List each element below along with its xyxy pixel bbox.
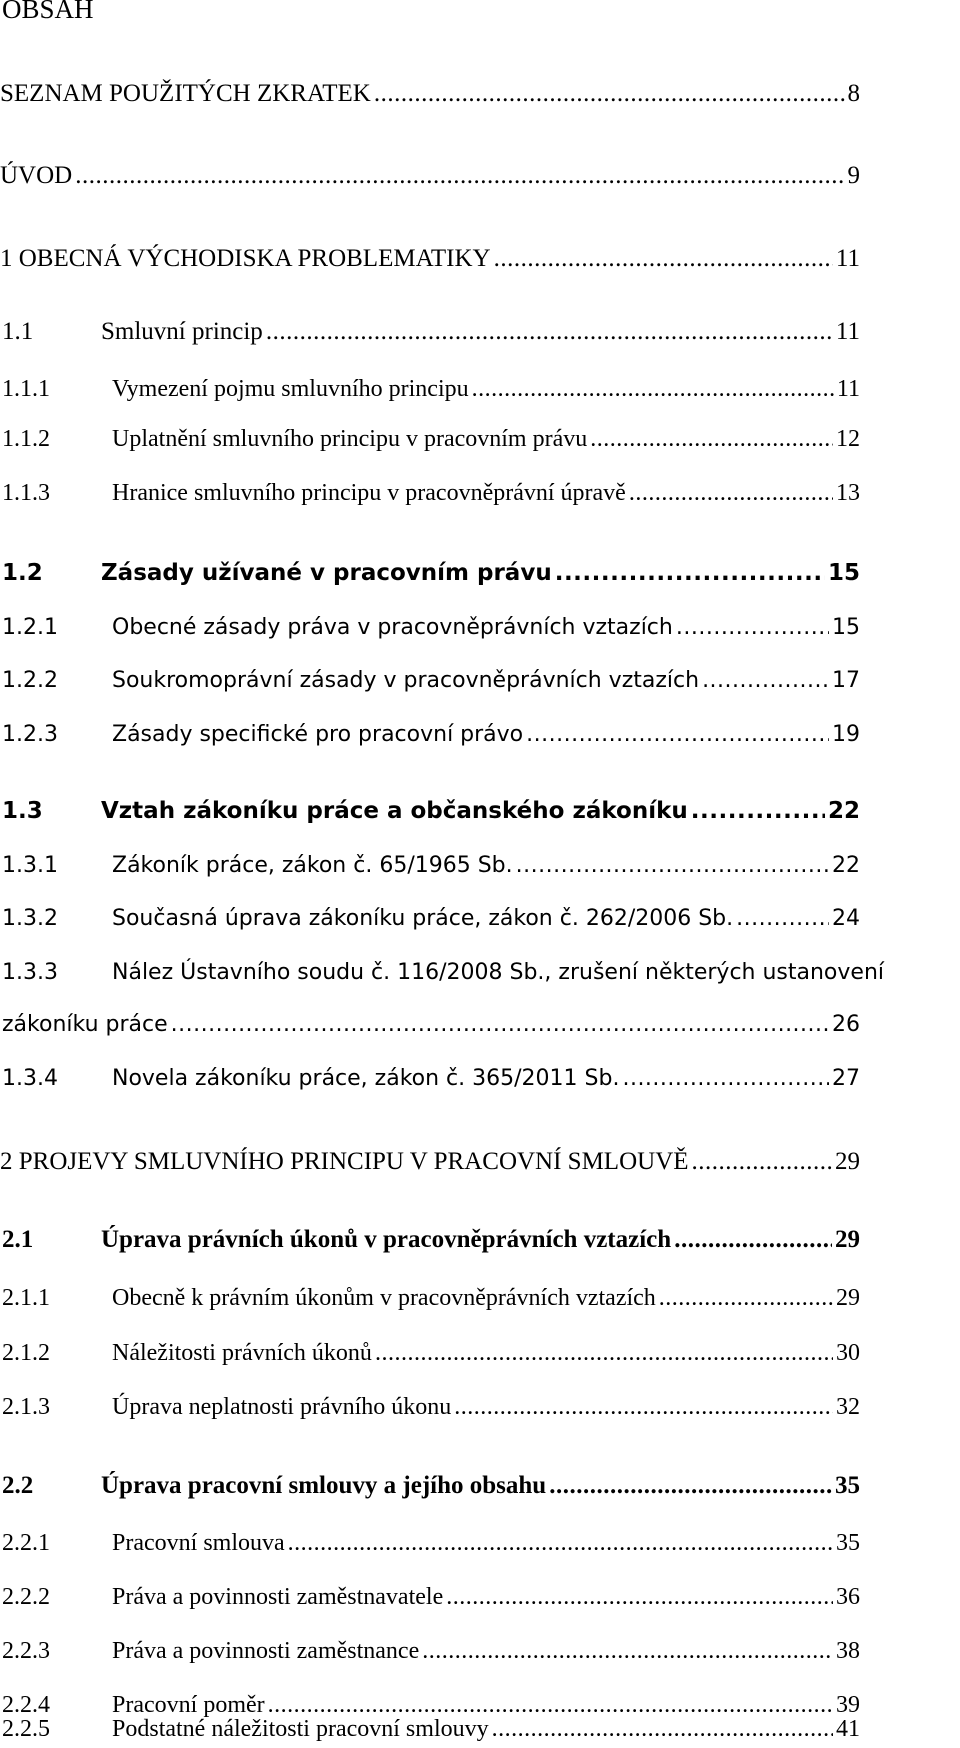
toc-entry-title: Úprava pracovní smlouvy a jejího obsahu xyxy=(101,1472,547,1499)
toc-entry-title: Úprava neplatnosti právního úkonu xyxy=(112,1394,452,1420)
toc-entry-title: Obecně k právním úkonům v pracovněprávních vztazích xyxy=(112,1285,656,1311)
toc-entry-title: Zásady specifické pro pracovní právo xyxy=(112,722,524,747)
toc-entry-number: 2.2 xyxy=(2,1472,34,1499)
toc-entry[interactable] xyxy=(0,1340,860,1372)
toc-entry-page: 27 xyxy=(832,1066,860,1091)
toc-entry-title: Zákoník práce, zákon č. 65/1965 Sb. xyxy=(112,853,513,878)
toc-entry[interactable] xyxy=(0,722,860,754)
toc-entry-page: 13 xyxy=(836,480,860,506)
dot-leader xyxy=(454,1394,833,1421)
toc-entry-number: 1.1.1 xyxy=(2,376,50,402)
dot-leader xyxy=(268,1692,833,1719)
toc-entry-number: 2.2.2 xyxy=(2,1584,50,1610)
dot-leader xyxy=(692,1148,832,1176)
toc-entry-title: Smluvní princip xyxy=(101,318,263,345)
toc-entry-number: 2.1.2 xyxy=(2,1340,50,1366)
dot-leader xyxy=(629,480,833,507)
dot-leader xyxy=(494,245,833,273)
dot-leader xyxy=(75,162,844,190)
dot-leader xyxy=(446,1584,833,1611)
toc-entry-title: Vztah zákoníku práce a občanského zákoníku xyxy=(101,798,688,824)
toc-entry-number: 2.2.3 xyxy=(2,1638,50,1664)
toc-entry[interactable] xyxy=(0,318,860,350)
toc-entry-title: Novela zákoníku práce, zákon č. 365/2011 Sb. xyxy=(112,1066,620,1091)
toc-entry-number: 1.1.2 xyxy=(2,426,50,452)
toc-entry-number: 1.2.1 xyxy=(2,615,58,640)
dot-leader xyxy=(422,1638,833,1665)
toc-entry-number: 1.2.2 xyxy=(2,668,58,693)
dot-leader xyxy=(674,1226,832,1254)
dot-leader xyxy=(375,1340,833,1367)
toc-entry-title: Uplatnění smluvního principu v pracovním právu xyxy=(112,426,588,452)
dot-leader xyxy=(374,80,845,108)
toc-entry[interactable] xyxy=(0,1638,860,1670)
toc-entry-title-continued: zákoníku práce xyxy=(2,1012,168,1037)
toc-entry-number: 2.1.3 xyxy=(2,1394,50,1420)
toc-entry[interactable] xyxy=(0,426,860,458)
toc-entry[interactable] xyxy=(0,853,860,885)
toc-entry[interactable] xyxy=(0,1716,860,1748)
toc-entry-number: 2.2.4 xyxy=(2,1692,50,1718)
toc-entry-page: 17 xyxy=(832,668,860,693)
toc-entry-number: 1.3 xyxy=(2,798,43,824)
toc-entry-number: 1.2.3 xyxy=(2,722,58,747)
toc-entry-page: 39 xyxy=(836,1692,860,1718)
toc-entry-title: 2 PROJEVY SMLUVNÍHO PRINCIPU V PRACOVNÍ SMLOUVĚ xyxy=(0,1148,689,1175)
toc-entry[interactable] xyxy=(0,798,860,830)
dot-leader xyxy=(526,722,829,747)
toc-entry-number: 1.1 xyxy=(2,318,34,345)
dot-leader xyxy=(676,615,829,640)
toc-entry[interactable] xyxy=(0,1066,860,1098)
toc-entry-page: 9 xyxy=(847,162,860,189)
toc-entry-page: 35 xyxy=(836,1530,860,1556)
toc-entry-number: 1.3.2 xyxy=(2,906,58,931)
toc-entry-page: 29 xyxy=(835,1148,860,1175)
toc-entry-title: Pracovní poměr xyxy=(112,1692,265,1718)
toc-entry-title: ÚVOD xyxy=(0,162,73,189)
toc-entry-title: Obecné zásady práva v pracovněprávních vztazích xyxy=(112,615,673,640)
toc-entry-page: 36 xyxy=(836,1584,860,1610)
toc-entry-page: 24 xyxy=(832,906,860,931)
toc-entry-page: 19 xyxy=(832,722,860,747)
dot-leader xyxy=(736,906,829,931)
toc-entry-title: Pracovní smlouva xyxy=(112,1530,285,1556)
toc-entry-title: Nález Ústavního soudu č. 116/2008 Sb., zrušení některých ustanovení xyxy=(112,960,884,985)
toc-entry[interactable] xyxy=(0,480,860,512)
toc-entry[interactable] xyxy=(0,560,860,592)
toc-entry[interactable] xyxy=(0,668,860,700)
toc-entry-page: 22 xyxy=(827,798,860,824)
dot-leader xyxy=(492,1716,833,1743)
toc-entry-title: SEZNAM POUŽITÝCH ZKRATEK xyxy=(0,80,371,107)
toc-entry-title: Podstatné náležitosti pracovní smlouvy xyxy=(112,1716,489,1742)
toc-entry-number: 2.1 xyxy=(2,1226,34,1253)
toc-entry[interactable] xyxy=(0,1530,860,1562)
toc-entry-page: 15 xyxy=(827,560,860,586)
toc-entry-page: 41 xyxy=(836,1716,860,1742)
toc-entry-page: 22 xyxy=(832,853,860,878)
toc-entry-page: 38 xyxy=(836,1638,860,1664)
toc-entry[interactable] xyxy=(0,906,860,938)
toc-entry-page: 30 xyxy=(836,1340,860,1366)
toc-entry-title: Zásady užívané v pracovním právu xyxy=(101,560,552,586)
toc-entry[interactable] xyxy=(0,1148,860,1180)
toc-entry[interactable] xyxy=(0,1584,860,1616)
toc-entry-number: 2.1.1 xyxy=(2,1285,50,1311)
toc-entry-page: 29 xyxy=(835,1226,860,1253)
toc-entry-page: 11 xyxy=(835,318,860,345)
toc-entry-continuation[interactable] xyxy=(2,1012,860,1044)
toc-entry-title: 1 OBECNÁ VÝCHODISKA PROBLEMATIKY xyxy=(0,245,491,272)
dot-leader xyxy=(171,1012,829,1037)
toc-entry-page: 11 xyxy=(835,245,860,272)
toc-entry[interactable] xyxy=(0,245,860,277)
toc-entry[interactable] xyxy=(0,1285,860,1317)
toc-entry-title: Soukromoprávní zásady v pracovněprávních vztazích xyxy=(112,668,700,693)
dot-leader xyxy=(555,560,825,586)
dot-leader xyxy=(702,668,829,693)
toc-entry-page: 32 xyxy=(836,1394,860,1420)
toc-entry[interactable] xyxy=(0,376,860,408)
toc-entry-title: Hranice smluvního principu v pracovněprávní úpravě xyxy=(112,480,626,506)
toc-entry-title: Náležitosti právních úkonů xyxy=(112,1340,372,1366)
toc-entry[interactable] xyxy=(0,615,860,647)
toc-entry-page: 26 xyxy=(832,1012,860,1037)
toc-entry-page: 8 xyxy=(847,80,860,107)
toc-entry-title: Úprava právních úkonů v pracovněprávních vztazích xyxy=(101,1226,672,1253)
toc-entry[interactable] xyxy=(0,960,884,992)
toc-entry-number: 1.1.3 xyxy=(2,480,50,506)
toc-entry-number: 1.3.4 xyxy=(2,1066,58,1091)
toc-entry-page: 35 xyxy=(835,1472,860,1499)
toc-entry-title: Práva a povinnosti zaměstnance xyxy=(112,1638,420,1664)
toc-entry-number: 1.2 xyxy=(2,560,43,586)
dot-leader xyxy=(288,1530,833,1557)
toc-entry-page: 29 xyxy=(836,1285,860,1311)
toc-entry-title: Vymezení pojmu smluvního principu xyxy=(112,376,469,402)
toc-entry-title: Současná úprava zákoníku práce, zákon č. 262/2006 Sb. xyxy=(112,906,734,931)
dot-leader xyxy=(472,376,834,403)
dot-leader xyxy=(590,426,833,453)
dot-leader xyxy=(622,1066,829,1091)
toc-entry[interactable] xyxy=(0,80,860,112)
toc-entry-number: 2.2.1 xyxy=(2,1530,50,1556)
toc-entry-number: 1.3.1 xyxy=(2,853,58,878)
page-title: OBSAH xyxy=(2,0,94,24)
toc-entry-number: 1.3.3 xyxy=(2,960,58,985)
toc-entry-title: Práva a povinnosti zaměstnavatele xyxy=(112,1584,444,1610)
toc-entry-page: 12 xyxy=(836,426,860,452)
dot-leader xyxy=(691,798,825,824)
toc-entry-page: 15 xyxy=(832,615,860,640)
toc-entry-number: 2.2.5 xyxy=(2,1716,50,1742)
dot-leader xyxy=(266,318,833,346)
dot-leader xyxy=(659,1285,833,1312)
toc-entry[interactable] xyxy=(0,1226,860,1258)
toc-entry-page: 11 xyxy=(836,376,860,402)
dot-leader xyxy=(549,1472,832,1500)
toc-entry[interactable] xyxy=(0,1394,860,1426)
toc-entry[interactable] xyxy=(0,1472,860,1504)
dot-leader xyxy=(516,853,829,878)
toc-entry[interactable] xyxy=(0,162,860,194)
